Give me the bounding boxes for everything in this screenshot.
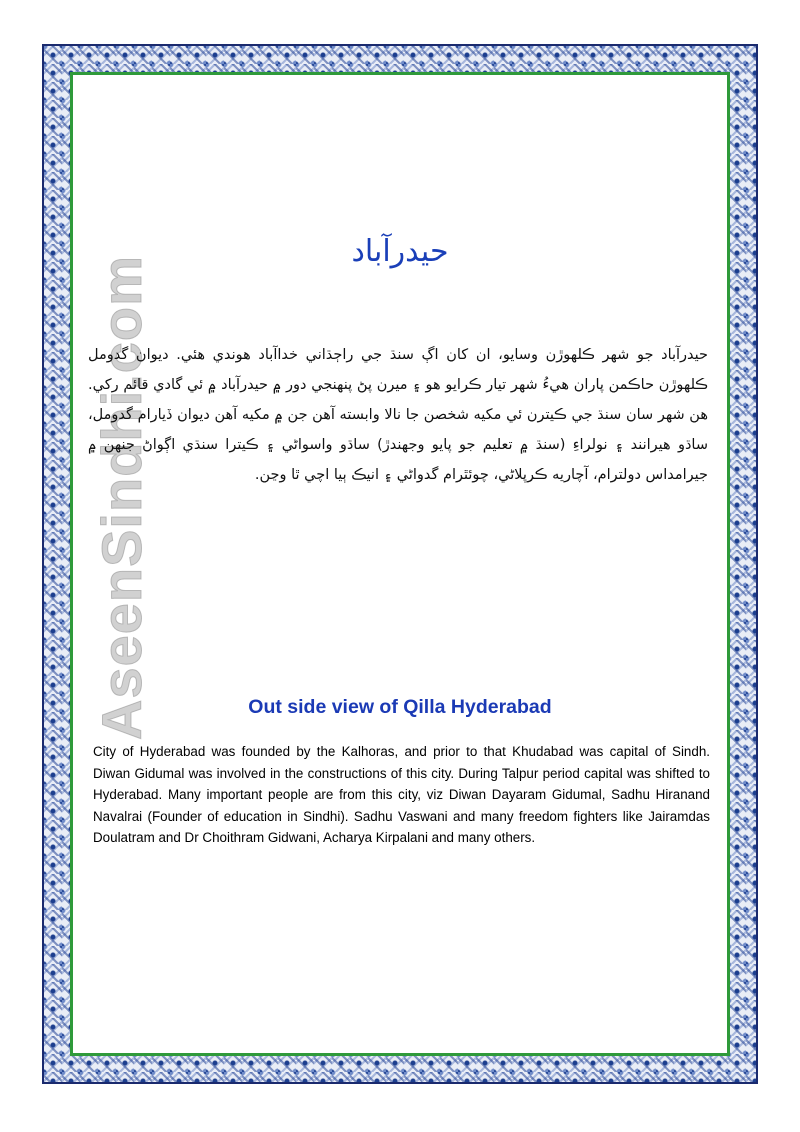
watermark-text: AseenSindhi.com — [90, 255, 153, 740]
sindhi-paragraph: حيدرآباد جو شهر ڪلهوڙن وسايو، ان کان اڳ سنڌ جي راڄڌاني خداآباد هوندي هئي. ديوان گدومل ڪلهوڙن حاڪمن پاران هيءُ شهر تيار ڪرايو هو ۽ ميرن پڻ پنهنجي دور ۾ حيدرآباد ۾ ئي گادي قائم رکي. هن شهر سان سنڌ جي ڪيترن ئي مکيه شخصن جا نالا وابسته آهن جن ۾ مکيه آهن ديوان ڏيارام گدومل، ساڌو هيرانند ۽ نولراءِ (سنڌ ۾ تعليم جو پايو وجهندڙ) ساڌو واسواڻي ۽ ڪيترا سنڌي اڳواڻ جنهن ۾ جيرامداس دولترام، آچاريه ڪرپلاڻي، چوئٿرام گدواڻي ۽ انيڪ ٻيا اچي ٿا وڃن. — [88, 347, 708, 483]
sindhi-title: حيدرآباد — [351, 234, 449, 269]
english-paragraph: City of Hyderabad was founded by the Kalhoras, and prior to that Khudabad was capital of Sindh. Diwan Gidumal was involved in the constructions of this city. During Talpur period capital was shifted to Hyderabad. Many important people are from this city, viz Diwan Dayaram Gidumal, Sadhu Hiranand Navalrai (Founder of education in Sindhi). Sadhu Vaswani and many freedom fighters like Jairamdas Doulatram and Dr Choithram Gidwani, Acharya Kirpalani and many others. — [93, 744, 710, 845]
green-inner-border — [70, 72, 730, 1056]
english-title: Out side view of Qilla Hyderabad — [248, 696, 552, 718]
